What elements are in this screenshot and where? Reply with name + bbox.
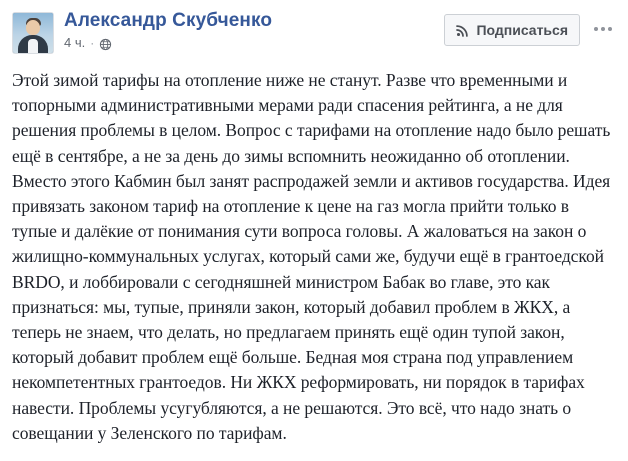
post-timestamp[interactable]: 4 ч.: [64, 35, 86, 50]
more-dot: [594, 27, 598, 31]
post-header-text: [54, 10, 444, 50]
subscribe-button-label: Подписаться: [476, 22, 568, 38]
avatar-shirt: [28, 39, 38, 53]
subscribe-button[interactable]: [444, 14, 580, 46]
globe-icon: [99, 38, 112, 51]
post-header-actions: [444, 10, 616, 46]
post-header: [0, 0, 628, 62]
more-dot: [608, 27, 612, 31]
post-text: Этой зимой тарифы на отопление ниже не станут. Разве что временными и топорными административными мерами ради спасения рейтинга, а не для решения проблемы в целом. Вопрос с тарифами на отопление надо было решать ещё в сентябре, а не за день до зимы вспомнить неожиданно об отоплении. Вместо этого Кабмин был занят распродажей земли и активов государства. Идея привязать законом тариф на отопление к цене на газ могла прийти только в тупые и далёкие от понимания сути вопроса головы. А жаловаться на закон о жилищно-коммунальных услугах, который сами же, будучи ещё в грантоедской BRDO, и лоббировали с сегодняшней министром Бабак во главе, это как признаться: мы, тупые, приняли закон, который добавил проблем в ЖКХ, а теперь не знаем, что делать, но предлагаем принять ещё один тупой закон, который добавит проблем ещё больше. Бедная моя страна под управлением некомпетентных грантоедов. Ни ЖКХ реформировать, ни порядок в тарифах навести. Проблемы усугубляются, а не решаются. Это всё, что надо знать о совещании у Зеленского по тарифам.: [12, 70, 615, 443]
meta-separator: ·: [90, 35, 95, 50]
more-dot: [601, 27, 605, 31]
post-meta: [64, 35, 444, 50]
avatar[interactable]: [12, 12, 54, 54]
rss-icon: [456, 24, 469, 37]
post-author-name[interactable]: Александр Скубченко: [64, 10, 273, 31]
avatar-head: [26, 20, 40, 35]
more-options-icon[interactable]: [590, 16, 616, 42]
